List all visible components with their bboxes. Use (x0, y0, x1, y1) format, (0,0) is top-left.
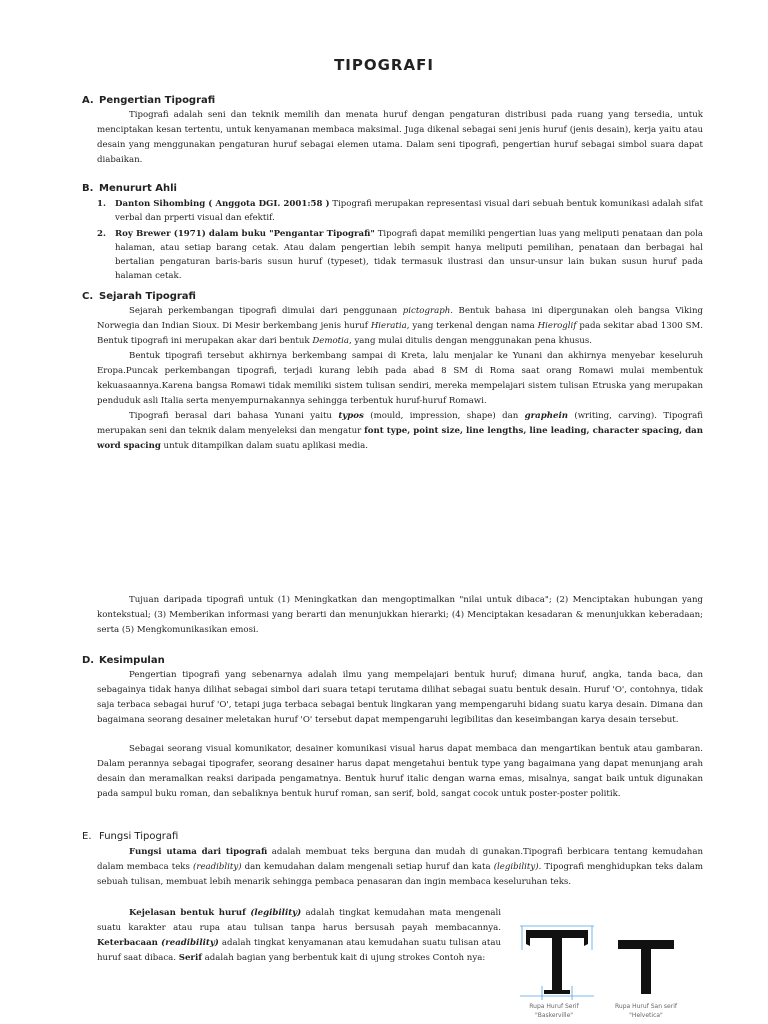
expert-name-1: Danton Sihombing ( Anggota DGI. 2001:58 ) (115, 199, 330, 209)
section-c-paragraph-1: Sejarah perkembangan tipografi dimulai dari penggunaan pictograph. Bentuk bahasa ini dipergunakan oleh bangsa Viking Norwegia dan Indian Sioux. Di Mesir berkembang jenis huruf Hieratia, yang terkenal dengan nama Hieroglif pada sekitar abad 1300 SM. Bentuk tipografi ini merupakan akar dari bentuk Demotia, yang mulai ditulis dengan menggunakan pena khusus. (97, 306, 704, 346)
section-d-paragraph-1: Pengertian tipografi yang sebenarnya adalah ilmu yang mempelajari bentuk huruf; dimana huruf, angka, tanda baca, dan sebagainya tidak hanya dilihat sebagai simbol dari suara tetapi terutama dilihat sebagai suatu bentuk desain. Huruf 'O', contohnya, tidak saja terbaca sebagai huruf 'O', tetapi juga terbaca sebagai bentuk lingkaran yang mempengaruhi bidang suatu karya desain. Dimana dan bagaimana seorang desainer meletakan huruf 'O' tersebut dapat mempengaruhi legibilitas dan keseimbangan karya desain tersebut. (97, 670, 703, 725)
expert-item-1: 1. Danton Sihombing ( Anggota DGI. 2001:58 ) Tipografi merupakan representasi visual dari sebuah bentuk komunikasi adalah sifat verbal dan prperti visual dan efektif. (97, 199, 704, 223)
serif-caption: Rupa Huruf Serif "Baskerville" (529, 1003, 579, 1019)
page-title: TIPOGRAFI (334, 56, 434, 74)
section-d-paragraph-2: Sebagai seorang visual komunikator, desainer komunikasi visual harus dapat membaca dan mengartikan bentuk atau gambaran. Dalam perannya sebagai tipografer, seorang desainer harus dapat mengetahui bentuk type yang bagaimana yang dapat menunjang arah desain dan meramalkan reaksi daripada pengamatnya. Bentuk huruf italic dengan warna emas, misalnya, sangat baik untuk digunakan pada sampul buku roman, dan sebaliknya bentuk huruf roman, san serif, bold, sangat cocok untuk poster-poster politik. (97, 744, 703, 799)
section-e-paragraph-1: Fungsi utama dari tipografi adalah membuat teks berguna dan mudah di gunakan.Tipografi berbicara tentang kemudahan dalam membaca teks (readiblity) dan kemudahan dalam mengenali setiap huruf dan kata (legibility). Tipografi menghidupkan teks dalam sebuah tulisan, membuat lebih menarik sehingga pembaca penasaran dan ingin membaca keseluruhan teks. (97, 847, 703, 887)
section-c-paragraph-2: Bentuk tipografi tersebut akhirnya berkembang sampai di Kreta, lalu menjalar ke Yunani dan akhirnya menyebar keseluruh Eropa.Puncak perkembangan tipografi, terjadi kurang lebih pada abad 8 SM di Roma saat orang Romawi mulai membentuk kekuasaannya.Karena bangsa Romawi tidak memiliki sistem tulisan sendiri, mereka mempelajari sistem tulisan Etruska yang merupakan penduduk asli Italia serta menyempurnakannya sehingga terbentuk huruf-huruf Romawi. (97, 351, 703, 406)
serif-comparison-figure (512, 906, 712, 1022)
section-b-heading: B. Menururt Ahli (82, 183, 177, 194)
sans-serif-caption: Rupa Huruf San serif "Helvetica" (615, 1003, 677, 1019)
section-c-paragraph-4: Tujuan daripada tipografi untuk (1) Meningkatkan dan mengoptimalkan "nilai untuk dibaca"; (2) Menciptakan hubungan yang kontekstual; (3) Memberikan informasi yang berarti dan menunjukkan hierarki; (4) Menciptakan kesadaran & menunjukkan keberadaan; serta (5) Mengkomunikasikan emosi. (97, 595, 703, 635)
section-d-heading: D. Kesimpulan (82, 655, 165, 666)
section-c-paragraph-3: Tipografi berasal dari bahasa Yunani yaitu typos (mould, impression, shape) dan graphein (writing, carving). Tipografi merupakan seni dan teknik dalam menyeleksi dan mengatur font type, point size, line lengths, line leading, character spacing, dan word spacing untuk ditampilkan dalam suatu aplikasi media. (97, 411, 704, 451)
expert-item-2: 2. Roy Brewer (1971) dalam buku "Pengantar Tipografi" Tipografi dapat memiliki pengertian luas yang meliputi penataan dan pola halaman, atau setiap barang cetak. Atau dalam pengertian lebih sempit hanya meliputi pemilihan, penataan dan berbagai hal bertalian pengaturan baris-baris susun huruf (typeset), tidak termasuk ilustrasi dan unsur-unsur lain bukan susun huruf pada halaman cetak. (97, 229, 704, 281)
expert-name-2: Roy Brewer (1971) dalam buku "Pengantar Tipografi" (115, 229, 375, 239)
serif-letter-t (526, 930, 588, 994)
section-c-heading: C. Sejarah Tipografi (82, 291, 196, 302)
section-a-paragraph: Tipografi adalah seni dan teknik memilih dan menata huruf dengan pengaturan distribusi pada ruang yang tersedia, untuk menciptakan kesan tertentu, untuk kenyamanan membaca maksimal. Juga dikenal sebagai seni jenis huruf (jenis desain), kerja yaitu atau desain yang menggunakan pengaturan huruf sebagai elemen utama. Dalam seni tipografi, pengertian huruf sebagai simbol suara dapat diabaikan. (97, 110, 703, 165)
section-e-paragraph-2: Kejelasan bentuk huruf (legibility) adalah tingkat kemudahan mata mengenali suatu karakter atau rupa atau tulisan tanpa harus bersusah payah membacannya. Keterbacaan (readibility) adalah tingkat kenyamanan atau kemudahan suatu tulisan atau huruf saat dibaca. Serif adalah bagian yang berbentuk kait di ujung strokes Contoh nya: (97, 908, 501, 963)
section-a-heading: A. Pengertian Tipografi (82, 95, 216, 106)
section-e-heading: E. Fungsi Tipografi (82, 831, 179, 842)
sans-serif-letter-t (618, 940, 674, 994)
